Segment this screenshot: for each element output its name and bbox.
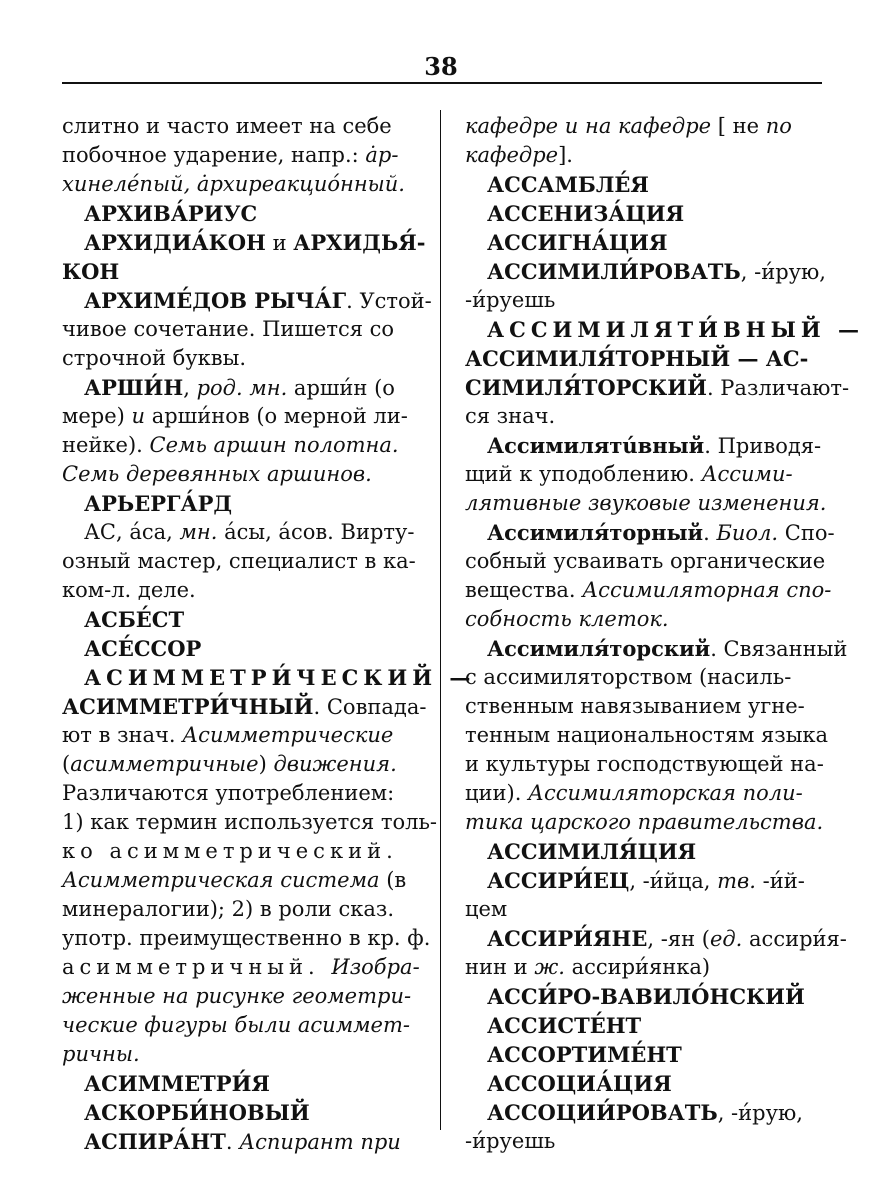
text-line	[62, 1069, 414, 1098]
headword: АССАМБЛЕ́Я	[487, 172, 649, 197]
text-segment: кафедре и на кафедре	[465, 114, 712, 138]
text-segment: побочное ударение, напр.:	[62, 143, 366, 167]
text-segment: с ассимиляторством (насиль-	[465, 665, 792, 689]
text-segment: )	[258, 752, 274, 776]
text-segment: АС, а́са,	[84, 520, 180, 544]
text-line	[465, 141, 820, 170]
headword: АСИММЕТРИ́ЧЕСКИЙ —	[84, 665, 476, 690]
text-segment: ж.	[534, 955, 565, 979]
text-line	[465, 1040, 820, 1069]
text-segment: , -и́рую,	[740, 260, 826, 284]
text-line	[62, 518, 414, 547]
text-segment: Ассимиляторная спо-	[582, 578, 832, 602]
text-line	[62, 837, 414, 866]
text-line	[465, 373, 850, 402]
text-line	[62, 286, 432, 315]
text-line	[465, 518, 835, 547]
headword: Ассимилятúвный	[487, 433, 705, 458]
headword: АРХИДИА́КОН	[84, 230, 266, 255]
text-line	[62, 663, 476, 692]
text-line	[62, 1040, 414, 1069]
text-segment: цем	[465, 897, 508, 921]
text-segment: а́сы, а́сов. Вирту-	[217, 520, 415, 544]
text-segment: ассири́я-	[742, 927, 847, 951]
text-segment: арши́н (о	[287, 376, 395, 400]
text-segment: -и́руешь	[465, 288, 556, 312]
text-line	[465, 112, 820, 141]
text-segment: Аспирант при	[239, 1130, 401, 1154]
text-line	[62, 1011, 414, 1040]
headword: АССИ́РО-ВАВИЛО́НСКИЙ	[487, 984, 805, 1009]
text-line	[62, 373, 414, 402]
headword: АРЬЕРГА́РД	[84, 491, 233, 516]
text-segment: чивое сочетание. Пишется со	[62, 317, 395, 341]
text-line	[62, 257, 414, 286]
text-line	[465, 286, 820, 315]
text-segment: ко асимметрический.	[62, 839, 398, 863]
text-line	[62, 924, 431, 953]
text-segment: минералогии); 2) в роли сказ.	[62, 897, 395, 921]
text-segment: Изобра-	[331, 955, 420, 979]
text-segment: -и́руешь	[465, 1129, 556, 1153]
text-line	[62, 315, 414, 344]
headword: АСПИРА́НТ	[84, 1129, 226, 1154]
text-segment: женные на рисунке геометри-	[62, 984, 412, 1008]
text-segment: ственным навязыванием угне-	[465, 694, 805, 718]
text-line	[465, 750, 824, 779]
text-line	[465, 721, 829, 750]
text-line	[62, 605, 414, 634]
headword: АССИРИ́ЯНЕ	[487, 926, 648, 951]
text-segment: тика царского правительства.	[465, 810, 824, 834]
text-segment: , -и́рую,	[717, 1101, 803, 1125]
text-segment: движения.	[273, 752, 397, 776]
headword: СИМИЛЯ́ТОРСКИЙ	[465, 375, 707, 400]
text-segment: . Различают-	[706, 376, 850, 400]
text-segment: собность клеток.	[465, 607, 669, 631]
text-line	[465, 489, 827, 518]
text-segment: ].	[558, 143, 573, 167]
text-segment: нейке).	[62, 433, 150, 457]
text-segment: ассири́янка)	[564, 955, 711, 979]
right-column	[465, 112, 864, 1156]
text-segment: ют в знач.	[62, 723, 183, 747]
text-line	[465, 663, 820, 692]
text-line	[62, 750, 414, 779]
text-segment: Ассимиляторская поли-	[528, 781, 803, 805]
text-segment: . Приводя-	[704, 434, 822, 458]
text-segment: (в	[379, 868, 407, 892]
text-segment: Спо-	[778, 521, 835, 545]
text-segment: . Совпада-	[313, 695, 427, 719]
text-segment: ком-л. деле.	[62, 578, 196, 602]
text-line	[62, 576, 414, 605]
text-line	[62, 489, 414, 518]
text-line	[465, 837, 820, 866]
text-line	[62, 344, 414, 373]
text-segment: .	[225, 1130, 240, 1154]
headword: АССИГНА́ЦИЯ	[487, 230, 668, 255]
text-line	[62, 1098, 414, 1127]
headword: АССИМИЛЯ́ТОРНЫЙ — АС-	[465, 346, 809, 371]
left-column	[62, 112, 476, 1156]
text-segment: (	[62, 752, 71, 776]
text-segment: ции).	[465, 781, 529, 805]
headword: АРХИМЕ́ДОВ РЫЧА́Г	[84, 288, 347, 313]
text-line	[62, 721, 414, 750]
text-line	[465, 866, 820, 895]
text-line	[62, 170, 414, 199]
text-segment: ,	[183, 376, 197, 400]
text-segment: собный усваивать органические	[465, 549, 826, 573]
text-segment: род. мн.	[196, 376, 288, 400]
text-line	[62, 1127, 414, 1156]
text-segment: Семь деревянных аршинов.	[62, 462, 372, 486]
headword: АССОРТИМЕ́НТ	[487, 1042, 682, 1067]
text-line	[62, 982, 414, 1011]
headword: АССЕНИЗА́ЦИЯ	[487, 201, 685, 226]
text-line	[465, 1011, 820, 1040]
headword: АССИСТЕ́НТ	[487, 1013, 642, 1038]
text-segment: арши́нов (о мерной ли-	[145, 404, 408, 428]
text-line	[465, 1098, 820, 1127]
headword: АССОЦИА́ЦИЯ	[487, 1071, 672, 1096]
text-line	[465, 605, 820, 634]
text-segment: вещества.	[465, 578, 583, 602]
text-segment: строчной буквы.	[62, 346, 246, 370]
headword: АССИМИЛЯТИ́ВНЫЙ —	[487, 317, 864, 342]
text-line	[62, 112, 414, 141]
headword: Ассимиля́торский	[487, 636, 711, 661]
text-segment: и	[265, 231, 294, 255]
text-line	[62, 692, 427, 721]
headword: АСКОРБИ́НОВЫЙ	[84, 1100, 310, 1125]
text-segment: Асимметрическая система	[62, 868, 380, 892]
text-line	[62, 866, 414, 895]
text-segment: . Связанный	[710, 637, 848, 661]
text-line	[465, 924, 847, 953]
text-line	[465, 953, 820, 982]
headword: АССИМИЛИ́РОВАТЬ	[487, 259, 741, 284]
text-line	[465, 547, 826, 576]
column-divider	[440, 110, 441, 1130]
text-segment: , -ян (	[647, 927, 710, 951]
text-segment: . Устой-	[346, 289, 432, 313]
text-segment: мн.	[179, 520, 218, 544]
text-line	[465, 460, 820, 489]
text-line	[62, 547, 414, 576]
text-segment: по	[765, 114, 792, 138]
text-line	[465, 1069, 820, 1098]
headword: КОН	[62, 259, 120, 284]
text-line	[465, 431, 820, 460]
text-segment: асимметричные	[70, 752, 259, 776]
text-line	[465, 344, 820, 373]
text-segment: лятивные звуковые изменения.	[465, 491, 827, 515]
text-line	[465, 257, 826, 286]
headword: АСИММЕТРИ́Я	[84, 1071, 270, 1096]
headword: АССОЦИИ́РОВАТЬ	[487, 1100, 718, 1125]
text-line	[465, 170, 820, 199]
text-line	[465, 1127, 820, 1156]
text-line	[465, 808, 824, 837]
text-segment: Семь аршин полотна.	[149, 433, 399, 457]
text-line	[62, 431, 414, 460]
text-line	[62, 141, 414, 170]
text-line	[465, 779, 820, 808]
text-line	[465, 576, 832, 605]
text-line	[465, 228, 820, 257]
text-line	[62, 895, 414, 924]
text-segment: щий к уподоблению.	[465, 462, 702, 486]
text-segment: ческие фигуры были асиммет-	[62, 1013, 410, 1037]
text-line	[465, 982, 820, 1011]
text-line	[465, 402, 820, 431]
text-segment: ся знач.	[465, 404, 556, 428]
text-line	[62, 779, 414, 808]
text-segment: 1) как термин используется толь-	[62, 810, 438, 834]
text-segment: ед.	[709, 927, 743, 951]
text-segment: .	[703, 521, 717, 545]
headword: Ассимиля́торный	[487, 520, 704, 545]
text-segment: тв.	[717, 869, 756, 893]
text-segment: кафедре	[465, 143, 559, 167]
text-segment: употр. преимущественно в кр. ф.	[62, 926, 431, 950]
text-segment: тенным национальностям языка	[465, 723, 829, 747]
headword: АРХИДЬЯ́-	[293, 230, 426, 255]
headword: АСЕ́ССОР	[84, 636, 202, 661]
headword: АРШИ́Н	[84, 375, 184, 400]
text-segment: Ассими-	[701, 462, 793, 486]
text-segment: Различаются употреблением:	[62, 781, 395, 805]
page-number: 38	[424, 52, 458, 81]
text-line	[465, 634, 848, 663]
text-line	[62, 953, 420, 982]
text-segment: хинеле́пый, ȧрхиреакцио́нный.	[62, 172, 405, 196]
text-segment: слитно и часто имеет на себе	[62, 114, 392, 138]
text-segment: ричны.	[62, 1042, 140, 1066]
text-line	[62, 460, 414, 489]
text-segment: мере)	[62, 404, 132, 428]
text-line	[62, 199, 414, 228]
headword: АСБЕ́СТ	[84, 607, 185, 632]
text-line	[465, 315, 864, 344]
text-segment: и культуры господствующей на-	[465, 752, 824, 776]
text-segment: асимметричный.	[62, 955, 332, 979]
text-line	[465, 895, 820, 924]
text-segment: -и́й-	[755, 869, 805, 893]
headword: АСИММЕТРИ́ЧНЫЙ	[62, 694, 314, 719]
text-line	[62, 634, 414, 663]
text-segment: Асимметрические	[182, 723, 394, 747]
text-segment: , -и́йца,	[629, 869, 718, 893]
text-segment: и	[131, 404, 146, 428]
text-line	[62, 402, 414, 431]
headword: АССИМИЛЯ́ЦИЯ	[487, 839, 697, 864]
text-segment: озный мастер, специалист в ка-	[62, 549, 416, 573]
text-line	[62, 808, 438, 837]
text-segment: [ не	[711, 114, 766, 138]
header-rule	[62, 82, 822, 84]
text-line	[465, 199, 820, 228]
headword: АРХИВА́РИУС	[84, 201, 258, 226]
headword: АССИРИ́ЕЦ	[487, 868, 630, 893]
text-segment: Биол.	[716, 521, 779, 545]
text-line	[465, 692, 820, 721]
text-segment: ȧр-	[365, 143, 399, 167]
text-segment: нин и	[465, 955, 535, 979]
text-line	[62, 228, 426, 257]
